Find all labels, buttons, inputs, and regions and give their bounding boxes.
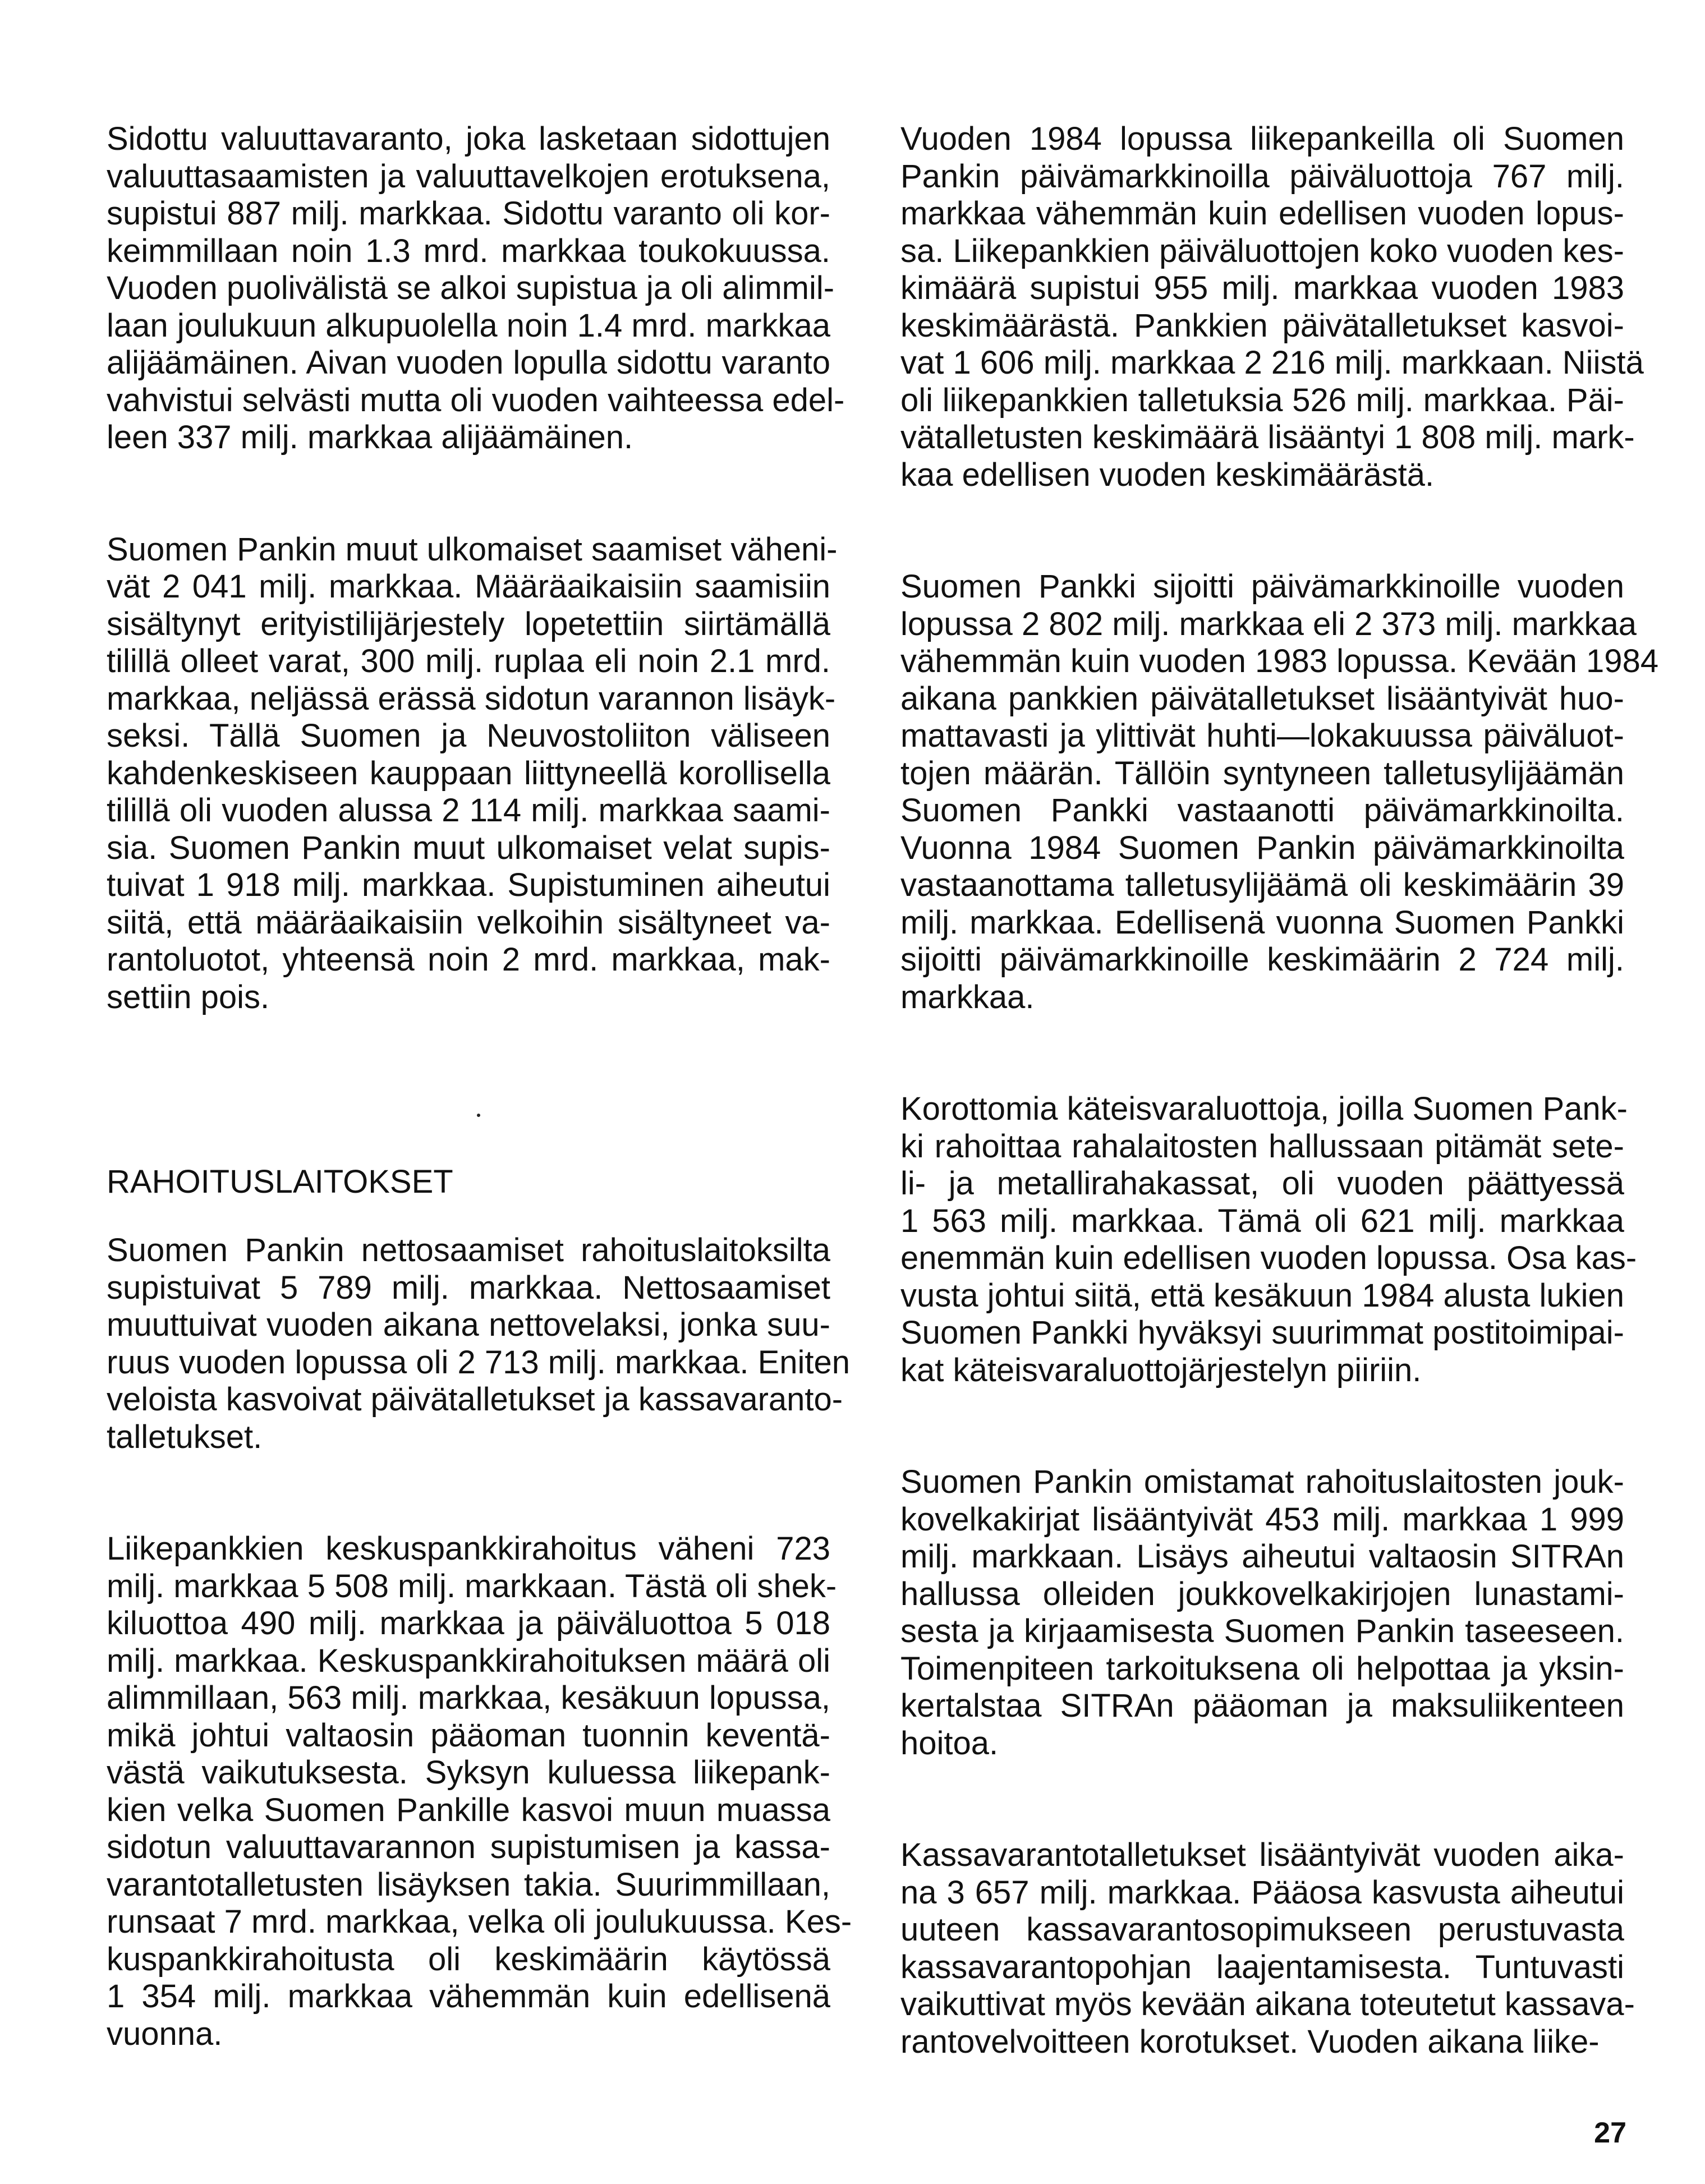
text-line: leen 337 milj. markkaa alijäämäinen. xyxy=(107,419,633,456)
text-line: milj. markkaan. Lisäys aiheutui valtaosin SITRAn xyxy=(900,1538,1624,1575)
text-line: enemmän kuin edellisen vuoden lopussa. Osa kas- xyxy=(900,1240,1637,1276)
text-line: ki rahoittaa rahalaitosten hallussaan pitämät sete- xyxy=(900,1128,1624,1165)
text-line: ruus vuoden lopussa oli 2 713 milj. markkaa. Eniten xyxy=(107,1344,851,1381)
text-line: kassavarantopohjan laajentamisesta. Tuntuvasti xyxy=(900,1948,1624,1985)
text-line: li- ja metallirahakassat, oli vuoden päättyessä xyxy=(900,1165,1624,1202)
text-line: kahdenkeskiseen kauppaan liittyneellä korollisella xyxy=(107,755,830,792)
text-line: kimäärä supistui 955 milj. markkaa vuoden 1983 xyxy=(900,270,1624,306)
text-line: Vuoden puolivälistä se alkoi supistua ja oli alimmil- xyxy=(107,270,835,306)
text-line: supistui 887 milj. markkaa. Sidottu varanto oli kor- xyxy=(107,195,830,232)
text-line: sisältynyt erityistilijärjestely lopetettiin siirtämällä xyxy=(107,605,830,642)
text-line: aikana pankkien päivätalletukset lisääntyivät huo- xyxy=(900,680,1624,717)
paragraph-paivamarkkinat xyxy=(900,121,1644,494)
text-line: vahvistui selvästi mutta oli vuoden vaihteessa edel- xyxy=(107,381,845,419)
text-line: tilillä olleet varat, 300 milj. ruplaa eli noin 2.1 mrd. xyxy=(107,643,830,679)
text-line: Vuonna 1984 Suomen Pankin päivämarkkinoilta xyxy=(900,829,1624,866)
text-line: laan joulukuun alkupuolella noin 1.4 mrd. markkaa xyxy=(107,307,830,344)
paragraph-keskuspankkirahoitus xyxy=(107,1530,852,2053)
text-line: hallussa olleiden joukkovelkakirjojen lunastami- xyxy=(900,1575,1624,1612)
text-line: Suomen Pankin nettosaamiset rahoituslaitoksilta xyxy=(107,1232,830,1268)
text-line: Suomen Pankin muut ulkomaiset saamiset väheni- xyxy=(107,531,838,568)
text-line: vuonna. xyxy=(107,2015,223,2052)
text-line: tojen määrän. Tällöin syntyneen talletusylijäämän xyxy=(900,755,1624,792)
text-line: Suomen Pankki sijoitti päivämarkkinoille vuoden xyxy=(900,568,1624,605)
paragraph-muut-ulkomaiset-saamiset xyxy=(107,531,838,1017)
text-line: Korottomia käteisvaraluottoja, joilla Suomen Pank- xyxy=(900,1091,1628,1127)
paragraph-joukkovelkakirjat xyxy=(900,1464,1624,1762)
text-line: vätalletusten keskimäärä lisääntyi 1 808 milj. mark- xyxy=(900,419,1635,456)
text-line: Sidottu valuuttavaranto, joka lasketaan sidottujen xyxy=(107,121,830,157)
text-line: muuttuivat vuoden aikana nettovelaksi, jonka suu- xyxy=(107,1307,830,1343)
text-line: Suomen Pankki hyväksyi suurimmat postitoimipai- xyxy=(900,1314,1624,1351)
text-line: vusta johtui siitä, että kesäkuun 1984 alusta lukien xyxy=(900,1277,1624,1314)
text-line: rantoluotot, yhteensä noin 2 mrd. markkaa, mak- xyxy=(107,941,830,978)
text-line: Liikepankkien keskuspankkirahoitus väheni 723 xyxy=(107,1530,830,1567)
text-line: Vuoden 1984 lopussa liikepankeilla oli Suomen xyxy=(900,121,1624,157)
text-line: milj. markkaa. Edellisenä vuonna Suomen Pankki xyxy=(900,904,1624,941)
paragraph-nettosaamiset xyxy=(107,1232,851,1456)
text-line: keimmillaan noin 1.3 mrd. markkaa toukokuussa. xyxy=(107,232,830,269)
text-line: kien velka Suomen Pankille kasvoi muun muassa xyxy=(107,1791,830,1828)
text-line: Toimenpiteen tarkoituksena oli helpottaa ja yksin- xyxy=(900,1650,1624,1687)
text-line: vät 2 041 milj. markkaa. Määräaikaisiin saamisiin xyxy=(107,568,830,605)
text-line: milj. markkaa. Keskuspankkirahoituksen määrä oli xyxy=(107,1642,830,1679)
left-column xyxy=(107,121,852,2127)
text-line: sidotun valuuttavarannon supistumisen ja kassa- xyxy=(107,1829,830,1865)
text-line: sesta ja kirjaamisesta Suomen Pankin taseeseen. xyxy=(900,1613,1624,1649)
text-line: markkaa vähemmän kuin edellisen vuoden lopus- xyxy=(900,195,1624,232)
text-line: na 3 657 milj. markkaa. Pääosa kasvusta aiheutui xyxy=(900,1874,1624,1911)
text-line: tuivat 1 918 milj. markkaa. Supistuminen aiheutui xyxy=(107,867,830,903)
text-line: kovelkakirjat lisääntyivät 453 milj. markkaa 1 999 xyxy=(900,1501,1624,1538)
text-line: keskimäärästä. Pankkien päivätalletukset kasvoi- xyxy=(900,307,1624,344)
stray-dot-mark xyxy=(477,1114,480,1117)
text-line: mattavasti ja ylittivät huhti—lokakuussa päiväluot- xyxy=(900,718,1624,754)
text-line: markkaa, neljässä erässä sidotun varannon lisäyk- xyxy=(107,680,836,717)
text-line: Kassavarantotalletukset lisääntyivät vuoden aika- xyxy=(900,1837,1624,1873)
text-line: 1 563 milj. markkaa. Tämä oli 621 milj. markkaa xyxy=(900,1202,1624,1239)
text-line: kiluottoa 490 milj. markkaa ja päiväluottoa 5 018 xyxy=(107,1605,830,1642)
text-line: kertalstaa SITRAn pääoman ja maksuliikenteen xyxy=(900,1688,1624,1724)
text-line: talletukset. xyxy=(107,1418,263,1455)
section-heading: RAHOITUSLAITOKSET xyxy=(107,1164,453,1200)
text-line: siitä, että määräaikaisiin velkoihin sisältyneet va- xyxy=(107,904,830,941)
text-line: settiin pois. xyxy=(107,978,270,1015)
text-line: sa. Liikepankkien päiväluottojen koko vuoden kes- xyxy=(900,232,1624,269)
text-line: kat käteisvaraluottojärjestelyn piiriin. xyxy=(900,1351,1422,1388)
text-line: sia. Suomen Pankin muut ulkomaiset velat supis- xyxy=(107,829,830,866)
text-line: vat 1 606 milj. markkaa 2 216 milj. markkaan. Niistä xyxy=(900,344,1644,381)
text-line: varantotalletusten lisäyksen takia. Suurimmillaan, xyxy=(107,1866,830,1903)
text-line: hoitoa. xyxy=(900,1725,999,1762)
text-line: 1 354 milj. markkaa vähemmän kuin edellisenä xyxy=(107,1978,830,2015)
paragraph-sijoitukset-paivamarkkinoille xyxy=(900,568,1659,1016)
text-line: vähemmän kuin vuoden 1983 lopussa. Kevään 1984 xyxy=(900,643,1659,679)
text-line: supistuivat 5 789 milj. markkaa. Nettosaamiset xyxy=(107,1269,830,1306)
text-line: alimmillaan, 563 milj. markkaa, kesäkuun lopussa, xyxy=(107,1680,830,1716)
text-line: uuteen kassavarantosopimukseen perustuvasta xyxy=(900,1911,1624,1948)
text-line: lopussa 2 802 milj. markkaa eli 2 373 milj. markkaa xyxy=(900,605,1637,642)
text-line: milj. markkaa 5 508 milj. markkaan. Tästä oli shek- xyxy=(107,1567,837,1604)
paragraph-kateisvaraluotot xyxy=(900,1091,1637,1389)
text-line: rantovelvoitteen korotukset. Vuoden aikana liike- xyxy=(900,2023,1600,2060)
text-line: alijäämäinen. Aivan vuoden lopulla sidottu varanto xyxy=(107,344,830,381)
text-line: kaa edellisen vuoden keskimäärästä. xyxy=(900,456,1435,493)
text-line: valuuttasaamisten ja valuuttavelkojen erotuksena, xyxy=(107,158,830,195)
text-line: Pankin päivämarkkinoilla päiväluottoja 767 milj. xyxy=(900,158,1624,195)
text-line: vaikuttivat myös kevään aikana toteutetut kassava- xyxy=(900,1986,1635,2022)
text-line: kuspankkirahoitusta oli keskimäärin käytössä xyxy=(107,1941,830,1978)
text-line: veloista kasvoivat päivätalletukset ja kassavaranto- xyxy=(107,1381,843,1418)
text-line: runsaat 7 mrd. markkaa, velka oli joulukuussa. Kes- xyxy=(107,1903,852,1940)
paragraph-kassavarantotalletukset xyxy=(900,1837,1635,2061)
right-column xyxy=(900,121,1659,2135)
text-line: seksi. Tällä Suomen ja Neuvostoliiton väliseen xyxy=(107,718,830,754)
text-line: sijoitti päivämarkkinoille keskimäärin 2 724 milj. xyxy=(900,941,1624,978)
text-line: västä vaikutuksesta. Syksyn kuluessa liikepank- xyxy=(107,1754,830,1791)
text-line: Suomen Pankin omistamat rahoituslaitosten jouk- xyxy=(900,1464,1624,1500)
text-line: tilillä oli vuoden alussa 2 114 milj. markkaa saami- xyxy=(107,792,830,829)
text-line: mikä johtui valtaosin pääoman tuonnin keventä- xyxy=(107,1717,830,1754)
paragraph-sidottu-valuuttavaranto xyxy=(107,121,845,457)
text-line: markkaa. xyxy=(900,978,1035,1015)
text-line: vastaanottama talletusylijäämä oli keskimäärin 39 xyxy=(900,867,1624,903)
page-number: 27 xyxy=(1594,2117,1626,2149)
text-line: oli liikepankkien talletuksia 526 milj. markkaa. Päi- xyxy=(900,381,1624,419)
text-line: Suomen Pankki vastaanotti päivämarkkinoilta. xyxy=(900,792,1624,829)
